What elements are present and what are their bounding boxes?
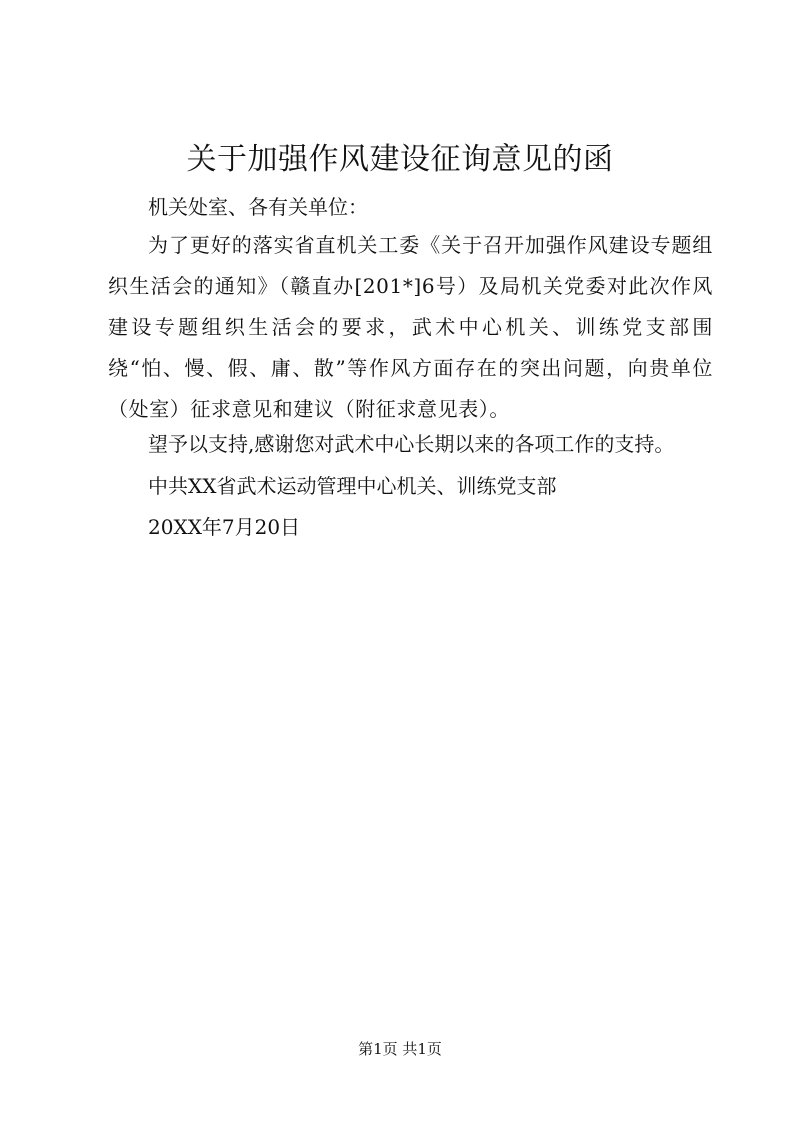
page-footer: 第1页 共1页 xyxy=(358,1040,442,1058)
salutation: 机关处室、各有关单位： xyxy=(148,195,368,219)
document-title: 关于加强作风建设征询意见的函 xyxy=(186,142,614,177)
body-paragraph: 为了更好的落实省直机关工委《关于召开加强作风建设专题组织生活会的通知》（赣直办[201*]6号）及局机关党委对此次作风建设专题组织生活会的要求，武术中心机关、训练党支部围绕“怕、慢、假、庸、散”等作风方面存在的突出问题，向贵单位（处室）征求意见和建议（附征求意见表）。 xyxy=(108,233,713,421)
date: 20XX年7月20日 xyxy=(148,515,301,539)
signature: 中共XX省武术运动管理中心机关、训练党支部 xyxy=(148,474,557,498)
closing-paragraph: 望予以支持,感谢您对武术中心长期以来的各项工作的支持。 xyxy=(148,432,675,456)
